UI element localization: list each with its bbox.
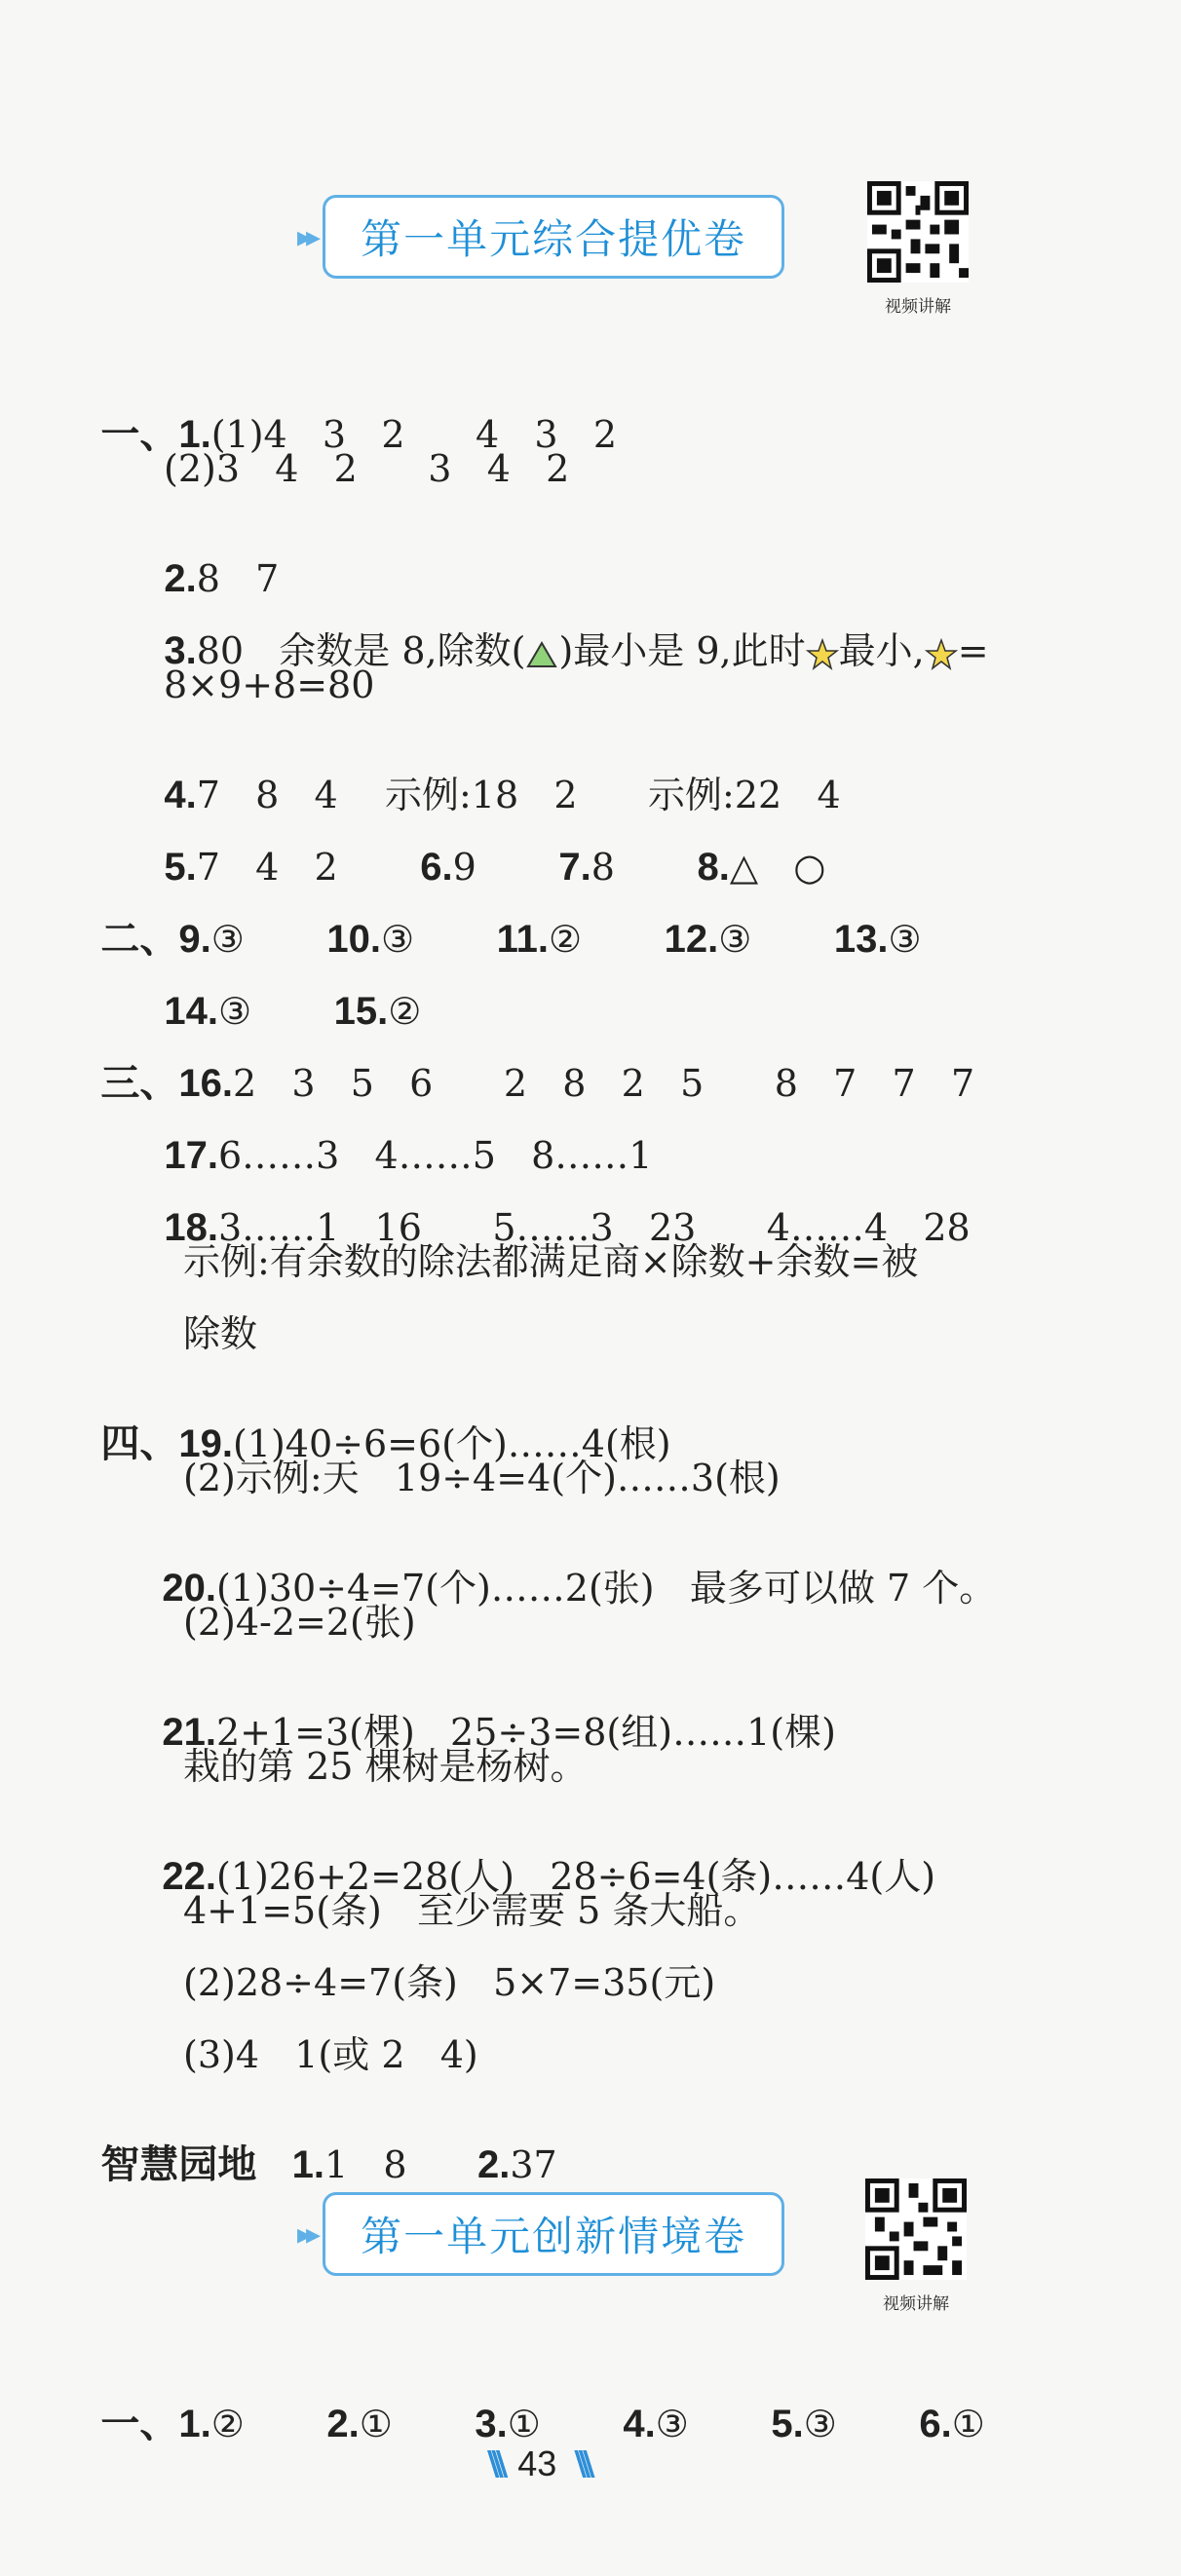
star-icon <box>925 638 958 671</box>
question-number: 3. <box>475 2403 508 2445</box>
question-number: 2. <box>164 557 197 600</box>
answer-text: 80 余数是 8,除数( <box>196 629 526 672</box>
wisdom-label: 智慧园地 <box>100 2142 257 2187</box>
question-22-line-b: 4+1=5(条) 至少需要 5 条大船。 <box>183 1889 761 1932</box>
answer-text: 37 <box>510 2143 557 2186</box>
question-number: 1. <box>291 2143 324 2186</box>
answer-text: ③ <box>888 918 922 961</box>
question-19-line-b: (2)示例:天 19÷4=4(个)……3(根) <box>183 1457 781 1499</box>
triangle-icon <box>525 640 558 669</box>
section-label: 一、 <box>100 2402 179 2446</box>
section-label: 三、 <box>100 1061 179 1106</box>
question-number: 6. <box>420 846 453 889</box>
question-3-line-b: 8×9+8=80 <box>164 663 375 706</box>
answer-text: 7 4 2 <box>196 846 338 889</box>
answer-text: ③ <box>803 2403 837 2445</box>
question-number: 7. <box>558 846 591 889</box>
question-number: 21. <box>162 1711 216 1754</box>
qr-caption: 视频讲解 <box>883 2294 949 2314</box>
question-number: 8. <box>697 846 730 889</box>
answer-text: 1 8 <box>324 2143 407 2186</box>
answer-text-2: )最小是 9,此时 <box>558 629 806 672</box>
answer-text: ② <box>548 918 583 961</box>
section-label: 四、 <box>100 1421 179 1466</box>
qr-code-graphic <box>865 2178 967 2280</box>
banner-title: 第一单元综合提优卷 <box>323 195 784 279</box>
section-banner-1 <box>297 195 784 279</box>
answer-text: ① <box>951 2403 985 2445</box>
question-number: 9. <box>178 918 211 961</box>
question-number: 3. <box>164 629 197 672</box>
answer-text-4: = <box>957 629 989 672</box>
arrow-icon: ▸▸ <box>297 219 316 254</box>
stripes-left-icon: \\\ <box>487 2444 501 2483</box>
banner-title: 第一单元创新情境卷 <box>323 2192 784 2276</box>
question-number: 2. <box>477 2143 511 2186</box>
question-number: 22. <box>162 1855 216 1898</box>
question-number: 14. <box>164 990 218 1033</box>
answer-text: ③ <box>380 918 415 961</box>
answer-text: 8 <box>590 846 615 889</box>
question-number: 12. <box>664 918 719 961</box>
answer-text-3: 最小, <box>838 629 925 672</box>
answer-text: ③ <box>210 918 245 961</box>
question-number: 2. <box>326 2403 360 2445</box>
section-label: 一、 <box>100 412 179 457</box>
question-22-line-d: (3)4 1(或 2 4) <box>183 2033 478 2076</box>
question-number: 13. <box>833 918 889 961</box>
section-label: 二、 <box>100 917 179 962</box>
answer-text: ① <box>359 2403 393 2445</box>
question-number: 11. <box>496 918 549 961</box>
qr-code-graphic <box>867 181 969 283</box>
question-number: 1. <box>178 413 211 456</box>
answer-text: ③ <box>718 918 752 961</box>
question-number: 16. <box>178 1062 233 1105</box>
arrow-icon: ▸▸ <box>297 2216 316 2252</box>
answer-text: 8 7 <box>196 557 280 600</box>
question-number: 17. <box>164 1134 218 1177</box>
question-number: 1. <box>178 2403 211 2445</box>
question-number: 6. <box>919 2403 952 2445</box>
section-banner-2 <box>297 2192 784 2276</box>
answer-text: ② <box>210 2403 245 2445</box>
question-number: 10. <box>326 918 381 961</box>
question-18-line-b: 示例:有余数的除法都满足商×除数+余数=被 <box>183 1240 919 1283</box>
answer-text: 7 8 4 示例:18 2 示例:22 4 <box>196 774 841 816</box>
answer-text: 6……3 4……5 8……1 <box>217 1134 653 1177</box>
qr-code-icon[interactable] <box>865 2178 967 2280</box>
question-number: 5. <box>164 846 197 889</box>
question-number: 4. <box>623 2403 656 2445</box>
star-icon <box>806 638 839 671</box>
question-22-line-c: (2)28÷4=7(条) 5×7=35(元) <box>183 1961 716 2004</box>
answer-text: 9 <box>452 846 476 889</box>
stripes-right-icon: \\\ <box>574 2444 588 2483</box>
question-number: 4. <box>164 774 197 816</box>
page-number-footer <box>487 2443 588 2484</box>
answer-text: △ ○ <box>729 846 826 889</box>
answer-text: ② <box>388 990 422 1033</box>
answer-text: (1)4 3 2 4 3 2 <box>210 413 617 456</box>
answer-text: ③ <box>217 990 252 1033</box>
answer-text: ③ <box>655 2403 689 2445</box>
question-number: 15. <box>333 990 389 1033</box>
answer-text: 2 3 5 6 2 8 2 5 8 7 7 7 <box>232 1062 975 1105</box>
question-18-line-c: 除数 <box>183 1312 258 1355</box>
answer-text: 3……1 16 5……3 23 4……4 28 <box>217 1206 971 1249</box>
question-number: 20. <box>162 1567 216 1610</box>
answer-text: 2+1=3(棵) 25÷3=8(组)……1(棵) <box>215 1711 836 1754</box>
answer-text: (1)40÷6=6(个)……4(根) <box>232 1422 671 1465</box>
qr-caption: 视频讲解 <box>885 297 951 317</box>
answer-text: (1)26+2=28(人) 28÷6=4(条)……4(人) <box>215 1855 936 1898</box>
question-20-line-b: (2)4-2=2(张) <box>183 1601 416 1644</box>
question-1-line-b: (2)3 4 2 3 4 2 <box>164 447 570 490</box>
question-number: 18. <box>164 1206 218 1249</box>
page-number: 43 <box>517 2443 557 2483</box>
question-number: 19. <box>178 1422 233 1465</box>
question-21-line-b: 栽的第 25 棵树是杨树。 <box>183 1745 588 1788</box>
qr-code-icon[interactable] <box>867 181 969 283</box>
answer-text: ① <box>507 2403 541 2445</box>
question-number: 5. <box>771 2403 804 2445</box>
answer-text: (1)30÷4=7(个)……2(张) 最多可以做 7 个。 <box>215 1567 997 1610</box>
